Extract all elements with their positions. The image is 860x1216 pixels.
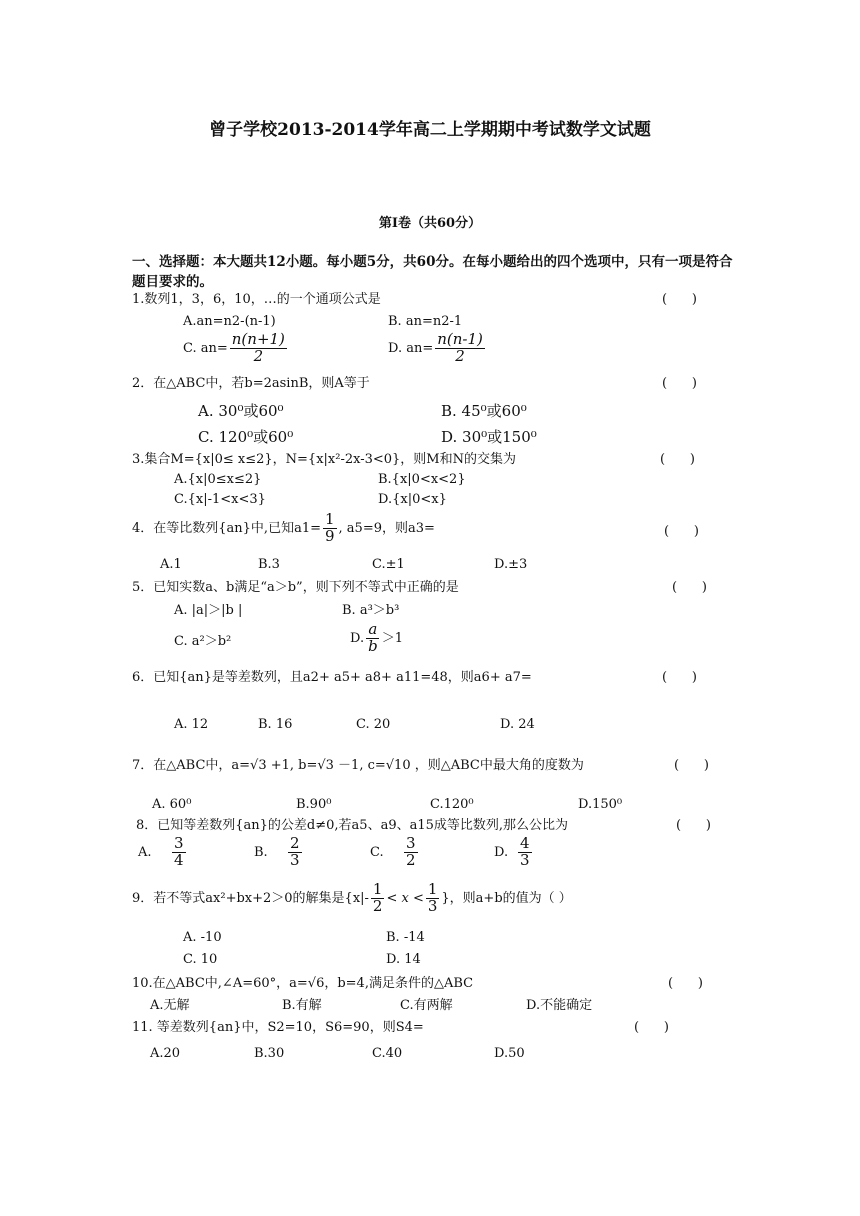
q4-option-a: A.1 (160, 557, 182, 572)
q8-option-b: B. $\frac{2}{3}$ (254, 834, 300, 869)
q6-stem: 6．已知{an}是等差数列，且a2+ a5+ a8+ a11=48，则a6+ a7= (132, 670, 532, 685)
q1-c-denominator: 2 (253, 346, 264, 365)
q6-option-a: A. 12 (174, 717, 209, 732)
q5-stem: 5．已知实数a、b满足“a＞b”，则下列不等式中正确的是 (132, 580, 459, 595)
q8-option-d: D. $\frac{4}{3}$ (494, 834, 530, 869)
q11-answer-bracket: ( ) (634, 1020, 669, 1035)
q3-option-c: C.{x|-1<x<3} (174, 492, 266, 507)
q7-stem: 7．在△ABC中，a=√3 +1, b=√3 －1, c=√10 ，则△ABC中最大角的度数为 (132, 758, 584, 773)
q3-answer-bracket: ( ) (660, 452, 695, 467)
q11-stem: 11. 等差数列{an}中，S2=10，S6=90，则S4= (132, 1020, 424, 1035)
q9-option-d: D. 14 (386, 952, 421, 967)
q4-stem: 4．在等比数列{an}中,已知a1= $\frac{1}{9}$ , a5=9，则a3= (132, 510, 435, 545)
q5-option-a: A. |a|＞|b | (174, 603, 243, 618)
q5-option-b: B. a³＞b³ (342, 603, 400, 618)
q5-answer-bracket: ( ) (672, 580, 707, 595)
q8-option-a: A. $\frac{3}{4}$ (138, 834, 184, 869)
q6-option-d: D. 24 (500, 717, 535, 732)
q4-option-c: C.±1 (372, 557, 405, 572)
q1-answer-bracket: ( ) (662, 292, 697, 307)
q10-option-c: C.有两解 (400, 998, 453, 1013)
q4-answer-bracket: ( ) (664, 524, 699, 539)
q9-option-b: B. -14 (386, 930, 425, 945)
q9-option-a: A. -10 (183, 930, 222, 945)
q10-answer-bracket: ( ) (668, 976, 703, 991)
q10-stem: 10.在△ABC中,∠A=60°，a=√6，b=4,满足条件的△ABC (132, 976, 474, 991)
q1-stem: 1.数列1，3，6，10，…的一个通项公式是 (132, 292, 381, 307)
q2-option-c: C. 120⁰或60⁰ (198, 428, 294, 446)
q1-c-numerator: n(n+1) (231, 330, 285, 348)
q4-option-b: B.3 (258, 557, 280, 572)
q11-option-d: D.50 (494, 1046, 525, 1061)
q7-option-c: C.120⁰ (430, 797, 474, 812)
q2-option-d: D. 30⁰或150⁰ (441, 428, 537, 446)
q7-answer-bracket: ( ) (674, 758, 709, 773)
q6-option-c: C. 20 (356, 717, 391, 732)
q7-option-a: A. 60⁰ (152, 797, 192, 812)
q8-stem: 8．已知等差数列{an}的公差d≠0,若a5、a9、a15成等比数列,那么公比为 (136, 818, 569, 833)
q9-stem: 9．若不等式ax²+bx+2＞0的解集是{x|- $\frac{1}{2}$ < x < $\frac{1}{3}$ }，则a+b的值为（ ） (132, 880, 572, 915)
q6-option-b: B. 16 (258, 717, 293, 732)
q6-answer-bracket: ( ) (662, 670, 697, 685)
q5-option-d: D. $\frac{a}{b}$ ＞1 (350, 620, 403, 655)
q7-option-b: B.90⁰ (296, 797, 332, 812)
page-title: 曾子学校2013-2014学年高二上学期期中考试数学文试题 (209, 120, 651, 140)
q2-stem: 2．在△ABC中，若b=2asinB，则A等于 (132, 376, 370, 391)
section-instructions: 一、选择题：本大题共12小题。每小题5分，共60分。在每小题给出的四个选项中，只有一项是符合题目要求的。 (132, 254, 733, 291)
q1-d-numerator: n(n-1) (437, 330, 483, 348)
q8-answer-bracket: ( ) (676, 818, 711, 833)
q4-option-d: D.±3 (494, 557, 528, 572)
q2-option-b: B. 45⁰或60⁰ (441, 402, 527, 420)
q1-d-denominator: 2 (455, 346, 465, 365)
q3-option-a: A.{x|0≤x≤2} (174, 472, 262, 487)
q10-option-b: B.有解 (282, 998, 322, 1013)
q2-answer-bracket: ( ) (662, 376, 697, 391)
q10-option-d: D.不能确定 (526, 998, 593, 1013)
q11-option-b: B.30 (254, 1046, 285, 1061)
q8-option-c: C. $\frac{3}{2}$ (370, 834, 416, 869)
q7-option-d: D.150⁰ (578, 797, 623, 812)
q1-option-b: B. an=n2-1 (388, 314, 463, 329)
q3-option-b: B.{x|0<x<2} (378, 472, 466, 487)
q3-option-d: D.{x|0<x} (378, 492, 447, 507)
q5-option-c: C. a²＞b² (174, 634, 232, 649)
q10-option-a: A.无解 (150, 998, 190, 1013)
q2-option-a: A. 30⁰或60⁰ (198, 402, 284, 420)
q1-option-c: C. an= $\frac{n(n+1)}{2}$ (183, 330, 285, 365)
q3-stem: 3.集合M={x|0≤ x≤2}，N={x|x²-2x-3<0}，则M和N的交集为 (132, 452, 516, 467)
part-heading: 第Ⅰ卷（共60分） (378, 216, 482, 231)
q11-option-c: C.40 (372, 1046, 403, 1061)
q11-option-a: A.20 (150, 1046, 181, 1061)
q1-option-a: A.an=n2-(n-1) (183, 314, 276, 329)
q1-option-d: D. an= $\frac{n(n-1)}{2}$ (388, 330, 483, 365)
q9-option-c: C. 10 (183, 952, 218, 967)
